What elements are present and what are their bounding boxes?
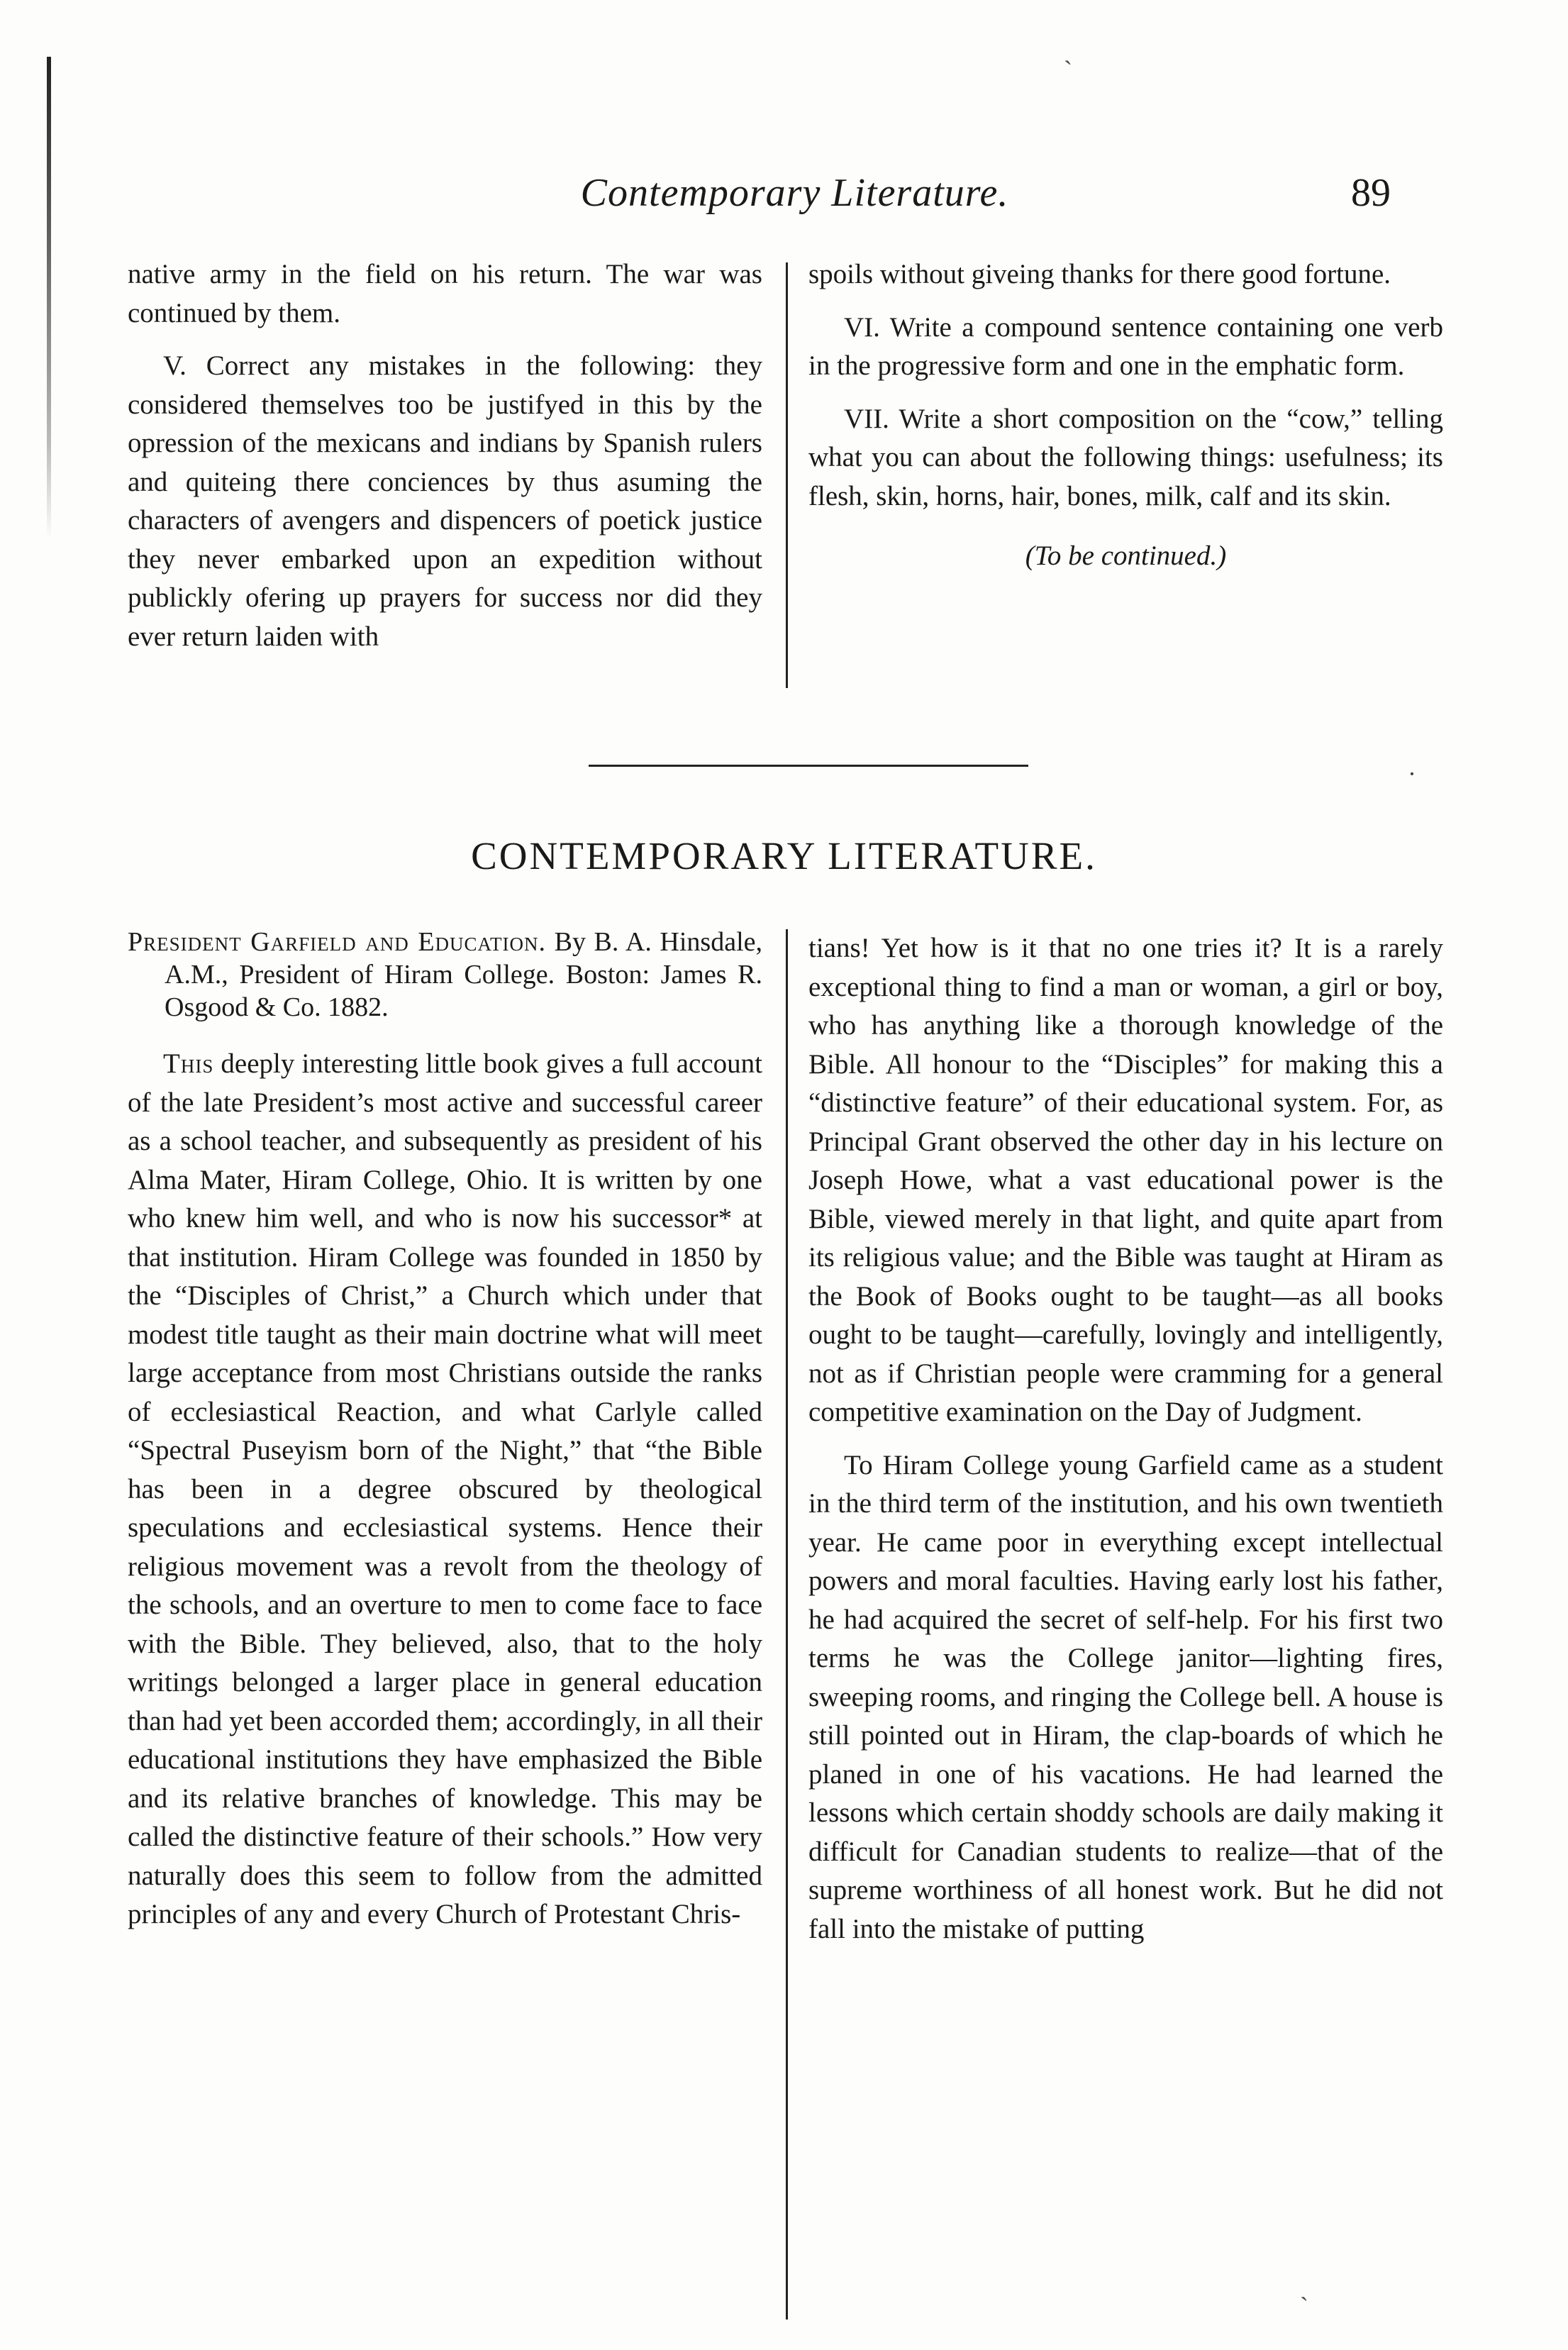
page-number: 89 — [1351, 171, 1391, 215]
ink-speck: ˋ — [1300, 2292, 1308, 2320]
to-be-continued: (To be continued.) — [1025, 541, 1227, 571]
ink-speck: · — [1408, 760, 1416, 788]
review-right-column — [808, 929, 1443, 1949]
top-right-column — [808, 255, 1443, 576]
review-heading — [128, 926, 762, 1024]
paragraph: To Hiram College young Garfield came as a student in the third term of the institution, and his own twentieth year. He came poor in everything except intellectual powers and moral faculties. Having early lost his father, he had acquired the secret of self-help. For his first two terms he was the College janitor—lighting fires, sweeping rooms, and ringing the College bell. A house is still pointed out in Hiram, the clap-boards of which he planed in one of his vacations. He had learned the lessons which certain shoddy schools are daily making it difficult for Canadian students to realize—that of the supreme worthiness of all honest work. But he did not fall into the mistake of putting — [808, 1449, 1443, 1944]
drop-word: This — [163, 1048, 214, 1079]
paragraph: tians! Yet how is it that no one tries it? It is a rarely exceptional thing to find a man or woman, a girl or boy, who has anything like a thorough knowledge of the Bible. All honour to the “Disciples” for making this a “distinctive feature” of their educational system. For, as Principal Grant observed the other day in his lecture on Joseph Howe, what a vast educational power is the Bible, viewed merely in that light, and quite apart from its religious value; and the Bible was taught at Hiram as the Book of Books ought to be taught—as all books ought to be taught—carefully, lovingly and intelligently, not as if Christian people were cramming for a general competitive examination on the Day of Judgment. — [808, 933, 1443, 1427]
column-divider — [786, 262, 788, 688]
paragraph — [128, 1045, 762, 1934]
book-title: President Garfield and Education. — [128, 927, 547, 957]
column-divider — [786, 929, 788, 2319]
section-title: CONTEMPORARY LITERATURE. — [471, 834, 1097, 877]
paragraph: spoils without giveing thanks for there good fortune. — [808, 259, 1391, 289]
book-details: By B. A. Hinsdale, A.M., President of Hiram College. Boston: James R. Osgood & Co. 1882. — [165, 927, 762, 1022]
running-head: Contemporary Literature. — [580, 171, 1009, 215]
ink-speck: ˏ — [1064, 36, 1072, 65]
paragraph: VI. Write a compound sentence containing one verb in the progressive form and one in the emphatic form. — [808, 311, 1443, 381]
paragraph: VII. Write a short composition on the “cow,” telling what you can about the following things: usefulness; its flesh, skin, horns, hair, bones, milk, calf and its skin. — [808, 403, 1443, 511]
paragraph: native army in the field on his return. The war was continued by them. — [128, 259, 762, 328]
page-edge-shadow — [47, 57, 51, 539]
top-left-column — [128, 255, 762, 656]
review-left-column — [128, 926, 762, 1934]
paragraph: V. Correct any mistakes in the following: they considered themselves too be justifyed in this by the opression of the mexicans and indians by Spanish rulers and quiteing there conciences by thus asuming the characters of avengers and dispencers of poetick justice they never embarked upon an expedition without publickly ofering up prayers for success nor did they ever return laiden with — [128, 350, 762, 652]
paragraph-text: deeply interesting little book gives a full account of the late President’s most active and successful career as a school teacher, and subsequently as president of his Alma Mater, Hiram College, Ohio. It is written by one who knew him well, and who is now his successor* at that institution. Hiram College was founded in 1850 by the “Disciples of Christ,” a Church which under that modest title taught as their main doctrine what will meet large acceptance from most Christians outside the ranks of ecclesiastical Reaction, and what Carlyle called “Spectral Puseyism born of the Night,” that “the Bible has been in a degree obscured by theological speculations and ecclesiastical systems. Hence their religious movement was a revolt from the theology of the schools, and an overture to men to come face to face with the Bible. They believed, also, that to the holy writings belonged a larger place in general education than had yet been accorded them; accordingly, in all their educational institutions they have emphasized the Bible and its relative branches of knowledge. This may be called the distinctive feature of their schools.” How very naturally does this seem to follow from the admitted principles of any and every Church of Protestant Chris- — [128, 1048, 762, 1929]
page-header — [106, 170, 1483, 220]
section-rule — [589, 765, 1028, 767]
